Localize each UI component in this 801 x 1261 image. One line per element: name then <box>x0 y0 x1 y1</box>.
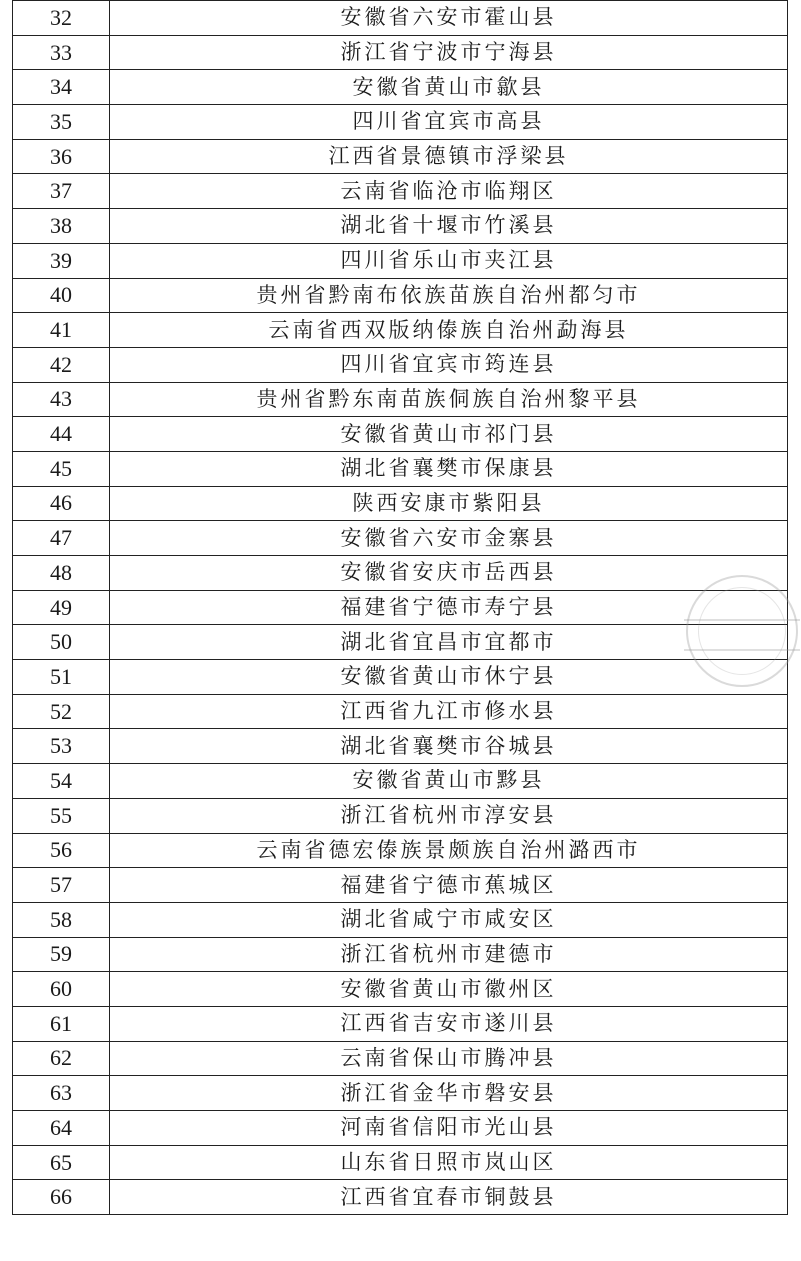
county-name-cell: 云南省西双版纳傣族自治州勐海县 <box>110 313 788 348</box>
row-number-cell: 53 <box>13 729 110 764</box>
table-row <box>13 35 788 70</box>
row-number-cell: 52 <box>13 694 110 729</box>
row-number-cell: 38 <box>13 209 110 244</box>
county-name-cell: 四川省宜宾市筠连县 <box>110 347 788 382</box>
table-row <box>13 243 788 278</box>
county-name-cell: 浙江省宁波市宁海县 <box>110 35 788 70</box>
table-row <box>13 1 788 36</box>
row-number-cell: 49 <box>13 590 110 625</box>
table-row <box>13 694 788 729</box>
table-row <box>13 278 788 313</box>
county-name-cell: 湖北省襄樊市保康县 <box>110 451 788 486</box>
county-name-cell: 四川省乐山市夹江县 <box>110 243 788 278</box>
row-number-cell: 36 <box>13 139 110 174</box>
table-row <box>13 764 788 799</box>
county-name-cell: 云南省临沧市临翔区 <box>110 174 788 209</box>
row-number-cell: 63 <box>13 1076 110 1111</box>
table-row <box>13 105 788 140</box>
row-number-cell: 34 <box>13 70 110 105</box>
table-row <box>13 1041 788 1076</box>
table-row <box>13 798 788 833</box>
county-name-cell: 浙江省金华市磐安县 <box>110 1076 788 1111</box>
row-number-cell: 44 <box>13 417 110 452</box>
county-name-cell: 陕西安康市紫阳县 <box>110 486 788 521</box>
county-name-cell: 江西省宜春市铜鼓县 <box>110 1180 788 1215</box>
table-row <box>13 313 788 348</box>
county-list-table-wrap <box>12 0 788 1215</box>
county-name-cell: 安徽省黄山市徽州区 <box>110 972 788 1007</box>
table-row <box>13 209 788 244</box>
county-name-cell: 安徽省黄山市歙县 <box>110 70 788 105</box>
county-name-cell: 江西省九江市修水县 <box>110 694 788 729</box>
table-row <box>13 972 788 1007</box>
table-row <box>13 451 788 486</box>
row-number-cell: 39 <box>13 243 110 278</box>
row-number-cell: 66 <box>13 1180 110 1215</box>
county-name-cell: 湖北省咸宁市咸安区 <box>110 902 788 937</box>
row-number-cell: 40 <box>13 278 110 313</box>
county-name-cell: 安徽省黄山市休宁县 <box>110 660 788 695</box>
row-number-cell: 61 <box>13 1006 110 1041</box>
row-number-cell: 41 <box>13 313 110 348</box>
county-list-table <box>12 0 788 1215</box>
county-name-cell: 贵州省黔南布依族苗族自治州都匀市 <box>110 278 788 313</box>
row-number-cell: 33 <box>13 35 110 70</box>
row-number-cell: 58 <box>13 902 110 937</box>
county-name-cell: 福建省宁德市寿宁县 <box>110 590 788 625</box>
row-number-cell: 60 <box>13 972 110 1007</box>
table-row <box>13 1006 788 1041</box>
county-name-cell: 安徽省安庆市岳西县 <box>110 556 788 591</box>
table-row <box>13 868 788 903</box>
table-row <box>13 1111 788 1146</box>
row-number-cell: 45 <box>13 451 110 486</box>
row-number-cell: 65 <box>13 1145 110 1180</box>
county-name-cell: 湖北省襄樊市谷城县 <box>110 729 788 764</box>
county-name-cell: 山东省日照市岚山区 <box>110 1145 788 1180</box>
row-number-cell: 48 <box>13 556 110 591</box>
table-row <box>13 1145 788 1180</box>
row-number-cell: 50 <box>13 625 110 660</box>
row-number-cell: 55 <box>13 798 110 833</box>
county-name-cell: 四川省宜宾市高县 <box>110 105 788 140</box>
table-body <box>13 1 788 1215</box>
row-number-cell: 62 <box>13 1041 110 1076</box>
county-name-cell: 安徽省黄山市黟县 <box>110 764 788 799</box>
county-name-cell: 湖北省宜昌市宜都市 <box>110 625 788 660</box>
table-row <box>13 174 788 209</box>
table-row <box>13 486 788 521</box>
county-name-cell: 河南省信阳市光山县 <box>110 1111 788 1146</box>
row-number-cell: 64 <box>13 1111 110 1146</box>
table-row <box>13 833 788 868</box>
table-row <box>13 521 788 556</box>
row-number-cell: 32 <box>13 1 110 36</box>
table-row <box>13 660 788 695</box>
county-name-cell: 福建省宁德市蕉城区 <box>110 868 788 903</box>
table-row <box>13 1180 788 1215</box>
table-row <box>13 590 788 625</box>
table-row <box>13 70 788 105</box>
row-number-cell: 43 <box>13 382 110 417</box>
table-row <box>13 902 788 937</box>
county-name-cell: 安徽省黄山市祁门县 <box>110 417 788 452</box>
table-row <box>13 1076 788 1111</box>
county-name-cell: 江西省景德镇市浮梁县 <box>110 139 788 174</box>
row-number-cell: 42 <box>13 347 110 382</box>
county-name-cell: 浙江省杭州市建德市 <box>110 937 788 972</box>
table-row <box>13 937 788 972</box>
row-number-cell: 35 <box>13 105 110 140</box>
row-number-cell: 57 <box>13 868 110 903</box>
county-name-cell: 云南省德宏傣族景颇族自治州潞西市 <box>110 833 788 868</box>
row-number-cell: 54 <box>13 764 110 799</box>
table-row <box>13 347 788 382</box>
county-name-cell: 贵州省黔东南苗族侗族自治州黎平县 <box>110 382 788 417</box>
row-number-cell: 59 <box>13 937 110 972</box>
table-row <box>13 556 788 591</box>
county-name-cell: 安徽省六安市霍山县 <box>110 1 788 36</box>
county-name-cell: 浙江省杭州市淳安县 <box>110 798 788 833</box>
table-row <box>13 729 788 764</box>
table-row <box>13 417 788 452</box>
row-number-cell: 56 <box>13 833 110 868</box>
county-name-cell: 湖北省十堰市竹溪县 <box>110 209 788 244</box>
county-name-cell: 安徽省六安市金寨县 <box>110 521 788 556</box>
watermark-seal-icon <box>686 575 798 687</box>
table-row <box>13 625 788 660</box>
row-number-cell: 47 <box>13 521 110 556</box>
county-name-cell: 江西省吉安市遂川县 <box>110 1006 788 1041</box>
row-number-cell: 46 <box>13 486 110 521</box>
row-number-cell: 37 <box>13 174 110 209</box>
county-name-cell: 云南省保山市腾冲县 <box>110 1041 788 1076</box>
table-row <box>13 139 788 174</box>
row-number-cell: 51 <box>13 660 110 695</box>
table-row <box>13 382 788 417</box>
